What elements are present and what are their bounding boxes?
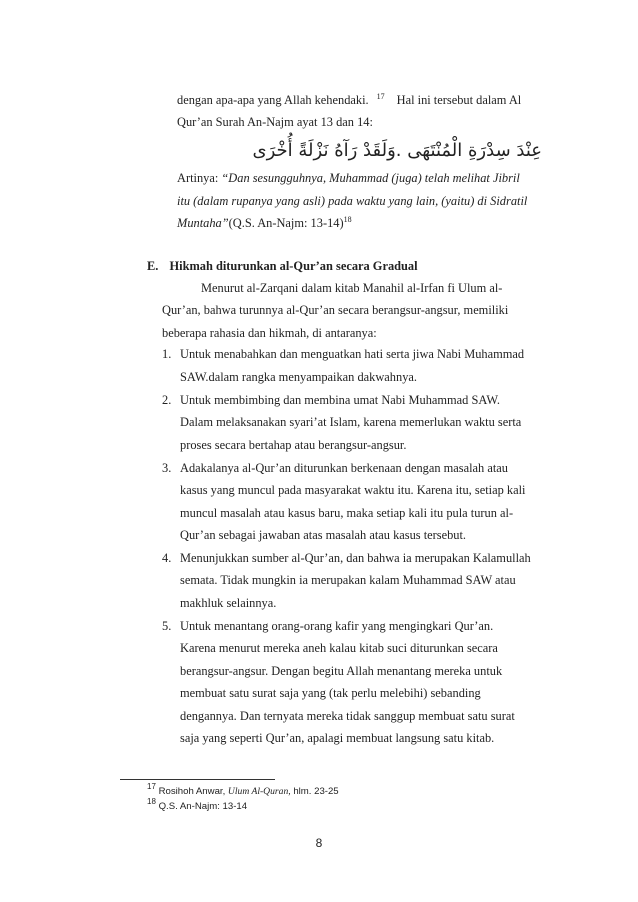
footnote-title: Ulum Al-Quran, — [227, 786, 291, 797]
list-item-line: Untuk membimbing dan membina umat Nabi Muhammad SAW. — [180, 393, 500, 407]
page-number: 8 — [315, 836, 323, 850]
list-number: 1. — [162, 347, 172, 361]
list-item-line: Karena menurut mereka aneh kalau kitab suci diturunkan secara — [180, 641, 498, 655]
list-item-line: Adakalanya al-Qur’an diturunkan berkenaan dengan masalah atau — [180, 461, 508, 475]
footnote-ref: 17 — [376, 92, 385, 101]
paragraph-line: beberapa rahasia dan hikmah, di antaranya: — [162, 326, 377, 340]
translation-text: Muntaha” — [177, 216, 229, 230]
footnote-ref: 18 — [343, 215, 352, 224]
list-number: 4. — [162, 551, 172, 565]
list-item-line: kasus yang muncul pada masyarakat waktu itu. Karena itu, setiap kali — [180, 483, 526, 497]
text-span: dengan apa-apa yang Allah kehendaki. — [177, 93, 369, 107]
section-letter: E. — [147, 259, 159, 273]
paragraph-line: Qur’an, bahwa turunnya al-Qur’an secara berangsur-angsur, memiliki — [162, 303, 509, 317]
list-item-line: saja yang seperti Qur’an, apalagi membuat langsung satu kitab. — [180, 731, 495, 745]
list-item-line: proses secara bertahap atau berangsur-angsur. — [180, 438, 407, 452]
list-item-line: berangsur-angsur. Dengan begitu Allah menantang mereka untuk — [180, 664, 503, 678]
footnote-number: 17 — [147, 782, 156, 791]
translation-line — [177, 215, 352, 231]
text-span: Hal ini tersebut dalam Al — [396, 93, 522, 107]
list-item-line: makhluk selainnya. — [180, 596, 277, 610]
section-title: Hikmah diturunkan al-Qur’an secara Gradual — [169, 259, 418, 273]
list-number: 3. — [162, 461, 172, 475]
paragraph-line — [177, 92, 521, 108]
translation-text: “Dan sesungguhnya, Muhammad (juga) telah melihat Jibril — [221, 171, 520, 185]
footnote-number: 18 — [147, 797, 156, 806]
list-item-line: membuat satu surat saja yang (tak perlu melebihi) sebanding — [180, 686, 481, 700]
list-item-line: muncul masalah atau kasus baru, maka setiap kali itu pula turun al- — [180, 506, 514, 520]
list-item-line: Untuk menabahkan dan menguatkan hati serta jiwa Nabi Muhammad — [180, 347, 525, 361]
paragraph-line: Menurut al-Zarqani dalam kitab Manahil al-Irfan fi Ulum al- — [201, 281, 503, 295]
citation: (Q.S. An-Najm: 13-14) — [228, 216, 344, 230]
section-heading — [147, 258, 418, 274]
footnote-pages: hlm. 23-25 — [293, 786, 339, 797]
list-item-line: Untuk menantang orang-orang kafir yang mengingkari Qur’an. — [180, 619, 494, 633]
translation-line: itu (dalam rupanya yang asli) pada waktu yang lain, (yaitu) di Sidratil — [177, 194, 528, 208]
translation-label: Artinya: — [177, 171, 219, 185]
footnote-author: Q.S. An-Najm: 13-14 — [158, 801, 248, 812]
paragraph-line: Qur’an Surah An-Najm ayat 13 dan 14: — [177, 115, 373, 129]
list-item-line: dengannya. Dan ternyata mereka tidak sanggup membuat satu surat — [180, 709, 515, 723]
footnote — [147, 797, 248, 813]
footnote-author: Rosihoh Anwar, — [158, 786, 226, 797]
list-item-line: Qur’an sebagai jawaban atas masalah atau kasus tersebut. — [180, 528, 467, 542]
footnote-divider — [120, 779, 275, 780]
list-item-line: SAW.dalam rangka menyampaikan dakwahnya. — [180, 370, 417, 384]
list-item-line: semata. Tidak mungkin ia merupakan kalam Muhammad SAW atau — [180, 573, 516, 587]
translation-line — [177, 170, 547, 186]
list-item-line: Menunjukkan sumber al-Qur’an, dan bahwa ia merupakan Kalamullah — [180, 551, 531, 565]
footnote — [147, 782, 339, 798]
list-number: 5. — [162, 619, 172, 633]
list-item-line: Dalam melaksanakan syari’at Islam, karena memerlukan waktu serta — [180, 415, 522, 429]
arabic-verse: عِنْدَ سِدْرَةِ الْمُنْتَهَى .وَلَقَدْ رَآهُ نَزْلَةً أُخْرَى — [252, 140, 542, 161]
list-number: 2. — [162, 393, 172, 407]
